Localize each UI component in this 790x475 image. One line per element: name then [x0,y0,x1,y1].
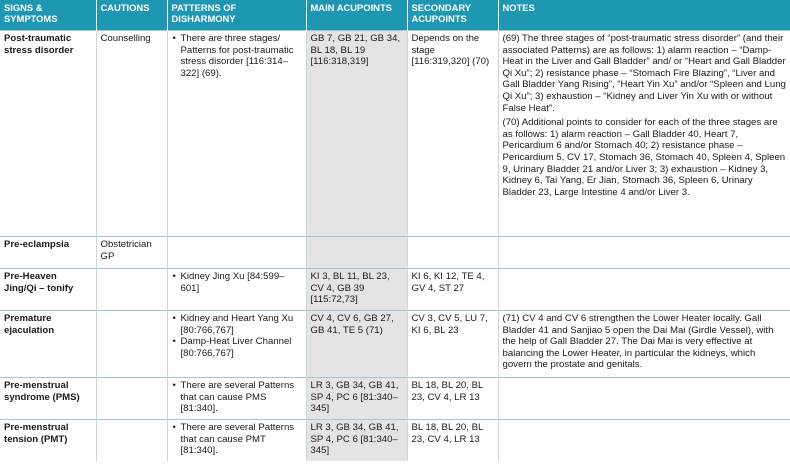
symptom-cell: Post-traumatic stress disorder [0,31,96,237]
table-row [0,311,790,378]
notes-cell [498,377,790,419]
pattern-item: • Kidney Jing Xu [84:599–601] [181,271,302,294]
note-paragraph: (69) The three stages of “post-traumatic stress disorder” (and their associated Patterns) are as follows: 1) alarm reaction – “Damp-Heat in the Liver and Gall Bladder” and/ or “Heart and Gall Bladder Qi Xu”; 2) resistance phase – “Stomach Fire Blazing”, “Liver and Gall Bladder Yang Rising”, “Heart Yin Xu” and/or “Spleen and Lung Qi Xu”; 3) exhaustion – “Kidney and Liver Yin Xu with or without False Heat”. [502,33,786,114]
caution-cell [96,269,167,311]
pattern-item: • Damp-Heat Liver Channel [80:766,767] [181,336,302,359]
table-row [0,31,790,237]
secondary-acupoints-cell: Depends on the stage [116:319,320] (70) [407,31,498,237]
pattern-item: • There are several Patterns that can cause PMS [81:340]. [181,380,302,415]
notes-cell [498,31,790,237]
pattern-item: • There are three stages/ Patterns for post-traumatic stress disorder [116:314–322] (69). [181,33,302,79]
secondary-acupoints-cell: KI 6, KI 12, TE 4, GV 4, ST 27 [407,269,498,311]
note-paragraph: (71) CV 4 and CV 6 strengthen the Lower Heater locally. Gall Bladder 41 and Sanjiao 5 open the Dai Mai (Girdle Vessel), with the help of Gall Bladder 27. The Dai Mai is very effective at balancing the Lower Heater, in particular the kidneys, which govern the prostate and genitals. [502,313,774,371]
pattern-item: • Kidney and Heart Yang Xu [80:766,767] [181,313,302,336]
patterns-cell [167,377,306,419]
secondary-acupoints-cell [407,237,498,269]
note-paragraph: (70) Additional points to consider for each of the three stages are as follows: 1) alarm reaction – Gall Bladder 40, Heart 7, Pericardium 6 and/or Stomach 40; 2) resistance phase – Pericardium 5, CV 17, Stomach 36, Stomach 40, Spleen 4, Spleen 9, Urinary Bladder 21 and/or Liver 3; 3) exhaustion – Kidney 3, Kidney 6, Tai Yang, Er Jian, Stomach 36, Spleen 6, Urinary Bladder 23, Large Intestine 4 and/or Liver 3. [502,117,786,198]
symptom-cell: Pre-menstrual syndrome (PMS) [0,377,96,419]
table-row [0,419,790,461]
main-acupoints-cell [306,237,407,269]
secondary-acupoints-cell: BL 18, BL 20, BL 23, CV 4, LR 13 [407,419,498,461]
notes-cell [498,237,790,269]
patterns-cell [167,31,306,237]
table-row [0,269,790,311]
header-secondary-acupoints: SECONDARY ACUPOINTS [407,0,498,31]
main-acupoints-cell: CV 4, CV 6, GB 27, GB 41, TE 5 (71) [306,311,407,378]
symptom-cell: Pre-eclampsia [0,237,96,269]
table-row [0,237,790,269]
patterns-cell [167,237,306,269]
pattern-item: • There are several Patterns that can cause PMT [81:340]. [181,422,302,457]
caution-cell: Obstetrician GP [96,237,167,269]
secondary-acupoints-cell: BL 18, BL 20, BL 23, CV 4, LR 13 [407,377,498,419]
notes-cell [498,311,790,378]
main-acupoints-cell: KI 3, BL 11, BL 23, CV 4, GB 39 [115:72,73] [306,269,407,311]
header-cautions: CAUTIONS [96,0,167,31]
symptom-cell: Pre-Heaven Jing/Qi – tonify [0,269,96,311]
caution-cell [96,419,167,461]
header-patterns: PATTERNS OF DISHARMONY [167,0,306,31]
notes-cell [498,419,790,461]
patterns-cell [167,311,306,378]
notes-cell [498,269,790,311]
header-main-acupoints: MAIN ACUPOINTS [306,0,407,31]
main-acupoints-cell: LR 3, GB 34, GB 41, SP 4, PC 6 [81:340–345] [306,419,407,461]
caution-cell [96,311,167,378]
main-acupoints-cell: LR 3, GB 34, GB 41, SP 4, PC 6 [81:340–345] [306,377,407,419]
patterns-cell [167,419,306,461]
caution-cell [96,377,167,419]
secondary-acupoints-cell: CV 3, CV 5, LU 7, KI 6, BL 23 [407,311,498,378]
caution-cell: Counselling [96,31,167,237]
header-symptoms: SIGNS & SYMPTOMS [0,0,96,31]
table-row [0,377,790,419]
symptom-cell: Pre-menstrual tension (PMT) [0,419,96,461]
table-header [0,0,790,31]
header-notes: NOTES [498,0,790,31]
symptom-cell: Premature ejaculation [0,311,96,378]
patterns-cell [167,269,306,311]
main-acupoints-cell: GB 7, GB 21, GB 34, BL 18, BL 19 [116:318,319] [306,31,407,237]
